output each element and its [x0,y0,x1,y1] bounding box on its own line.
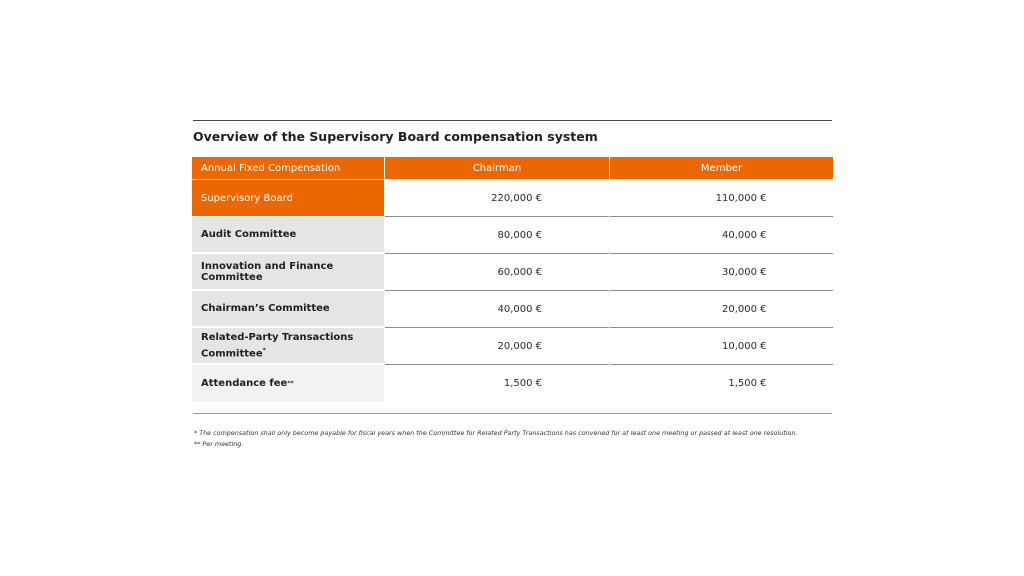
footnote-per-meeting: ** Per meeting. [194,440,244,448]
chairman-value-text: 40,000 € [497,303,542,315]
member-value-text: 20,000 € [721,303,767,315]
header-member: Member [610,157,833,180]
footnote-marker: ** [287,380,294,387]
row-label-chairmans-committee: Chairman’s Committee [192,291,384,328]
member-value [610,180,833,217]
row-label-line1: Related-Party Transactions [201,331,354,343]
row-label-audit-committee: Audit Committee [192,217,384,254]
row-label-attendance-fee [192,365,384,402]
compensation-table [192,157,833,402]
table-row [192,291,833,328]
footnote-marker: * [262,346,266,354]
chairman-value [385,180,609,217]
header-annual-fixed-compensation: Annual Fixed Compensation [192,157,384,180]
table-row [192,217,833,254]
table-row [192,180,833,217]
chairman-value [385,365,609,402]
member-value [610,365,833,402]
row-label-text: Attendance fee [201,378,288,389]
row-label-innovation-finance-committee: Innovation and Finance Committee [192,254,384,291]
chairman-value-text: 20,000 € [497,340,542,352]
table-row [192,328,833,365]
member-value-text: 1,500 € [728,378,767,389]
page-title: Overview of the Supervisory Board compensation system [193,129,598,144]
row-label-text [201,331,353,360]
chairman-value [385,291,609,328]
chairman-value [385,328,609,365]
footnote-related-party: * The compensation shall only become payable for fiscal years when the Committee for Related Party Transactions has convened for at least one meeting or passed at least one resolution. [194,429,798,437]
top-divider [193,120,832,121]
table-row [192,254,833,291]
header-chairman: Chairman [385,157,609,180]
member-value-text: 10,000 € [721,340,767,352]
table-header-row [192,157,833,180]
table-row [192,365,833,402]
chairman-value-text: 60,000 € [497,266,542,278]
chairman-value [385,254,609,291]
member-value-text: 30,000 € [721,266,767,278]
chairman-value [385,217,609,254]
member-value [610,254,833,291]
member-value-text: 110,000 € [715,192,767,204]
chairman-value-text: 220,000 € [491,192,542,204]
member-value [610,217,833,254]
member-value [610,328,833,365]
row-label-supervisory-board: Supervisory Board [192,180,384,217]
chairman-value-text: 1,500 € [503,378,542,389]
member-value-text: 40,000 € [721,229,767,241]
bottom-divider [193,413,832,414]
row-label-line2: Committee [201,348,263,360]
row-label-related-party-transactions-committee [192,328,384,365]
chairman-value-text: 80,000 € [497,229,542,241]
member-value [610,291,833,328]
